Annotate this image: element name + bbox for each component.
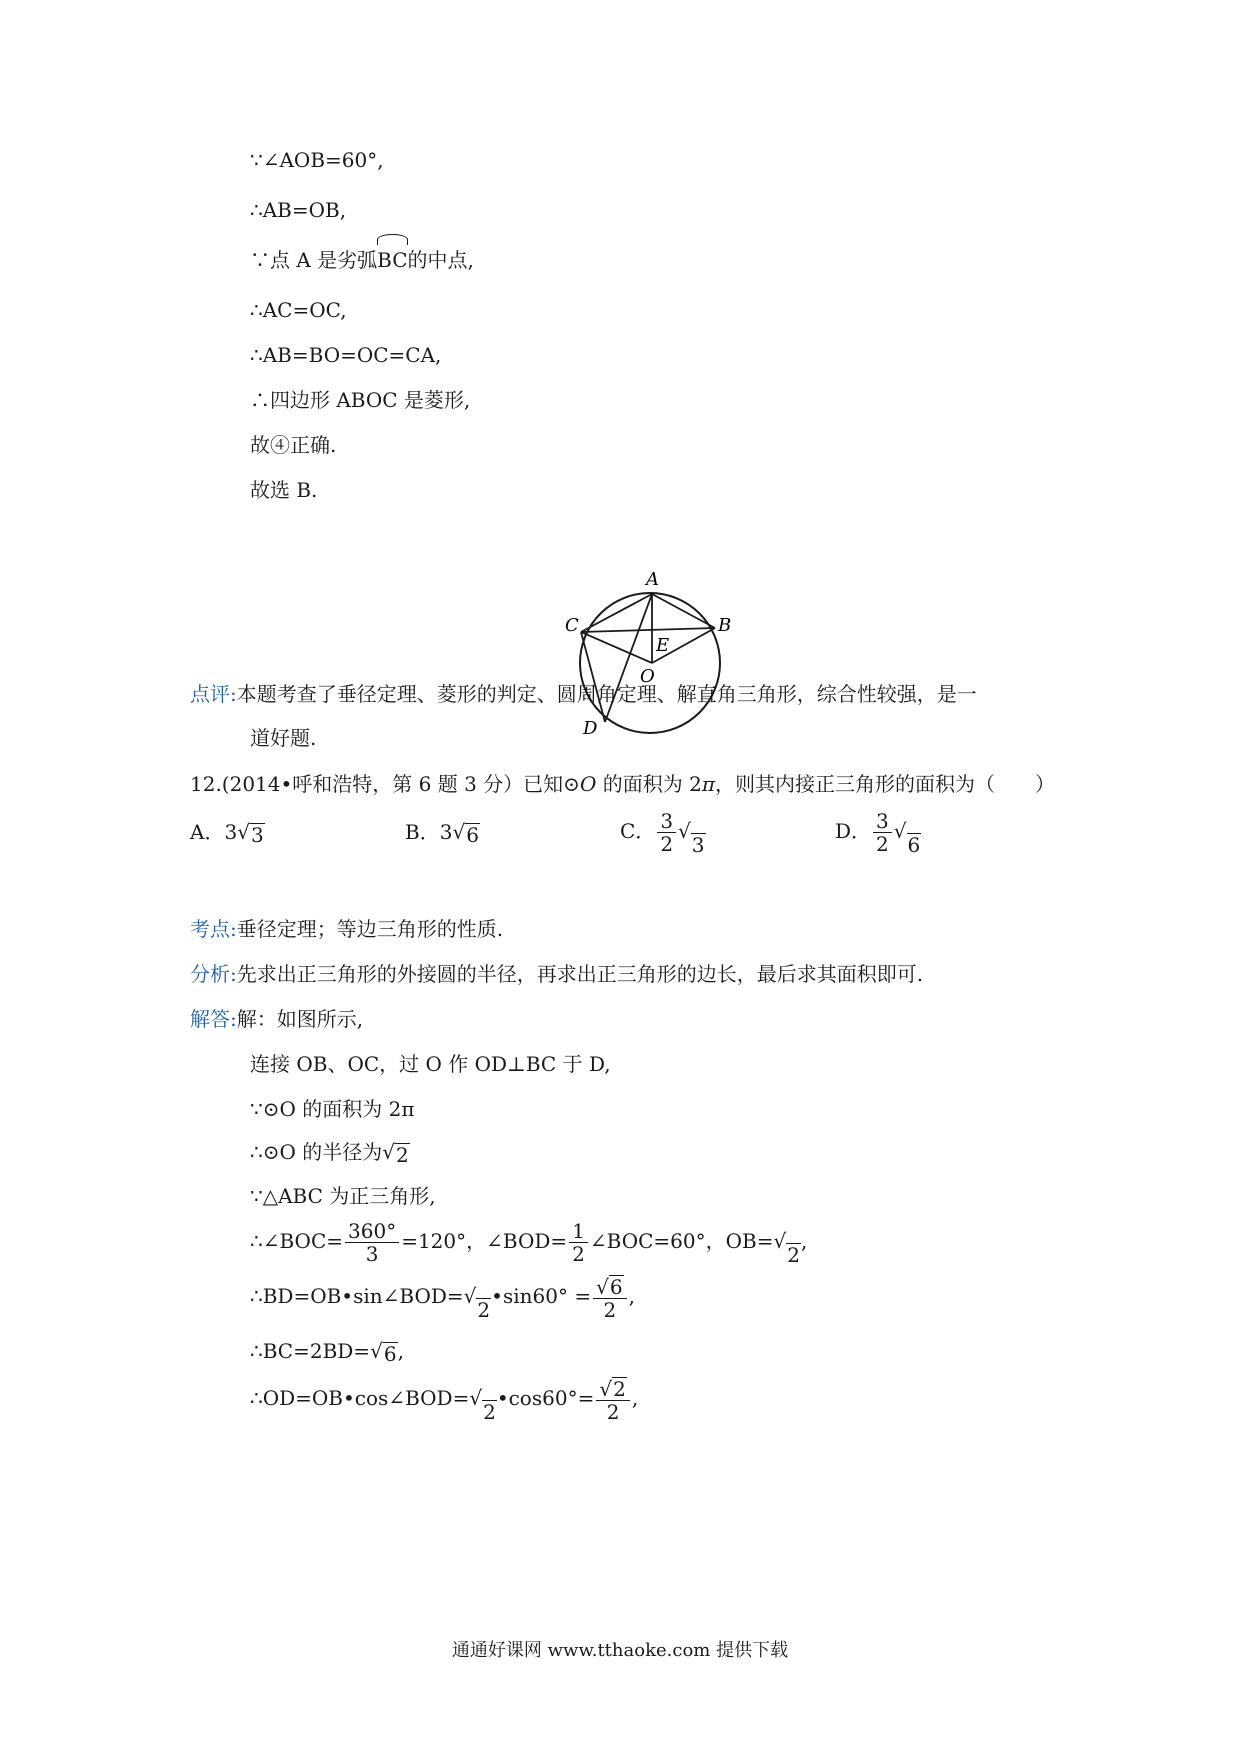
jieda-l8-num: √ 2 [596,1377,629,1401]
option-d-label: D． [835,819,872,843]
jieda-l5c: ∠BOC=60°，OB= [589,1229,774,1253]
jieda-line-4: ∵△ABC 为正三角形, [250,1184,436,1208]
jieda-l5-fnum: 1 [569,1220,588,1243]
solution-line-3a: ∵点 A 是劣弧 [250,248,378,272]
jieda-l6a: ∴BD=OB•sin∠BOD= [250,1284,464,1308]
jieda-l3-sqrt: √ 2 [382,1140,409,1167]
kaodian-text: 垂径定理；等边三角形的性质. [236,917,504,941]
fenxi-label: 分析: [190,962,237,986]
jieda-l5b: =120°，∠BOD= [401,1229,568,1253]
jieda-line-5 [250,1216,807,1266]
jieda-l5-sqrt: √ 2 [773,1229,800,1267]
option-b-rad: 6 [466,823,479,847]
jieda-l5-den: 3 [365,1242,379,1266]
solution-line-7: 故④正确. [250,433,337,457]
jieda-l6d: , [628,1284,635,1308]
option-d-rad: 6 [907,833,921,857]
question-pi: π [701,772,715,796]
jieda-line-7 [250,1337,404,1365]
option-a-rad: 3 [250,823,264,847]
label-c: C [565,615,579,636]
solution-line-6: ∴四边形 ABOC 是菱形, [250,388,471,412]
jieda-l6-den: 2 [603,1297,617,1322]
question-12 [190,770,1055,798]
jieda-l5-num: 360° [345,1220,399,1243]
jieda-l3a: ∴⊙O 的半径为 [250,1140,383,1164]
option-a [190,818,265,846]
label-o: O [640,666,655,687]
jieda-l8d: , [631,1386,639,1410]
jieda-l6c: = [574,1284,592,1308]
jieda-l6-num: √ 6 [593,1275,626,1299]
jieda-l5-frac1 [345,1220,399,1265]
jieda-l5-fden: 2 [572,1242,585,1266]
jieda-line-1: 连接 OB、OC，过 O 作 OD⊥BC 于 D, [250,1052,611,1076]
option-d-num: 3 [873,810,892,833]
solution-line-2: ∴AB=OB, [250,198,347,222]
option-a-coef: 3 [224,820,238,844]
jieda-line-8 [250,1373,638,1423]
jieda-l8a: ∴OD=OB•cos∠BOD= [250,1386,470,1410]
option-c-num: 3 [657,810,676,833]
jieda [190,1005,363,1033]
option-d-frac [873,810,892,855]
label-a: A [646,569,659,590]
jieda-l7-rad: 6 [383,1342,397,1366]
option-a-label: A． [190,820,225,844]
jieda-l7a: ∴BC=2BD= [250,1339,371,1363]
jieda-l5-frac2 [569,1220,588,1265]
jieda-line-3 [250,1138,410,1166]
question-o: O [579,772,597,796]
jieda-l8b: •cos60°= [496,1386,595,1410]
fenxi-text: 先求出正三角形的外接圆的半径，再求出正三角形的边长，最后求其面积即可. [236,962,924,986]
fenxi [190,960,923,988]
jieda-l3-rad: 2 [396,1143,409,1167]
comment-text-1: 本题考查了垂径定理、菱形的判定、圆周角定理、解直角三角形，综合性较强，是一 [236,682,977,706]
option-c-rad: 3 [691,833,705,857]
question-suffix-a: 的面积为 2 [596,772,702,796]
jieda-l5a: ∴∠BOC= [250,1229,344,1253]
arc-label: BC [377,248,408,272]
comment-line-2: 道好题. [250,726,317,750]
option-a-sqrt: √ 3 [237,820,264,847]
solution-line-4: ∴AC=OC, [250,298,347,322]
solution-line-5: ∴AB=BO=OC=CA, [250,343,442,367]
solution-line-8: 故选 B. [250,478,318,502]
jieda-l5d: , [800,1229,808,1253]
option-b-coef: 3 [439,820,453,844]
jieda-label: 解答: [190,1007,237,1031]
jieda-l8-sqrt: √ 2 [469,1386,496,1424]
page-footer: 通通好课网 www.tthaoke.com 提供下载 [451,1640,789,1661]
question-prefix: 12.(2014•呼和浩特，第 6 题 3 分）已知⊙ [190,772,580,796]
label-e: E [656,635,670,656]
solution-line-3b: 的中点, [407,248,474,272]
jieda-line-6 [250,1271,635,1321]
label-b: B [718,615,732,636]
label-d: D [583,718,598,739]
geometry-diagram [560,560,760,760]
jieda-l8-rad: 2 [483,1400,496,1424]
kaodian-label: 考点: [190,917,237,941]
option-b [405,818,480,846]
jieda-l5-rad: 2 [787,1243,800,1267]
jieda-l7-sqrt: √ 6 [370,1339,397,1366]
jieda-l8-frac [596,1377,629,1423]
solution-line-3 [250,246,474,274]
option-c-den: 2 [660,832,674,856]
question-suffix-b: ，则其内接正三角形的面积为（ ） [714,772,1055,796]
option-c [620,806,706,856]
jieda-l7d: , [397,1339,404,1363]
kaodian [190,915,503,943]
option-d [835,806,921,856]
option-c-label: C． [620,819,656,843]
option-d-sqrt: √ 6 [893,819,921,857]
jieda-l8-den: 2 [606,1399,620,1424]
jieda-line-2: ∵⊙O 的面积为 2π [250,1097,415,1121]
jieda-l6-sqrt: √ 2 [463,1284,491,1322]
solution-line-1: ∵∠AOB=60°, [250,148,384,172]
arc-bc [377,246,407,274]
comment-line-1 [190,680,977,708]
jieda-l6-rad: 2 [477,1298,491,1322]
option-d-den: 2 [876,832,889,856]
jieda-l6-frac [593,1275,626,1321]
option-c-frac [657,810,676,855]
comment-label: 点评: [190,682,237,706]
jieda-l6b: •sin60° [491,1284,568,1308]
option-c-sqrt: √ 3 [678,819,705,857]
option-b-sqrt: √ 6 [452,820,479,847]
option-b-label: B． [405,820,440,844]
jieda-l0: 解：如图所示, [236,1007,364,1031]
